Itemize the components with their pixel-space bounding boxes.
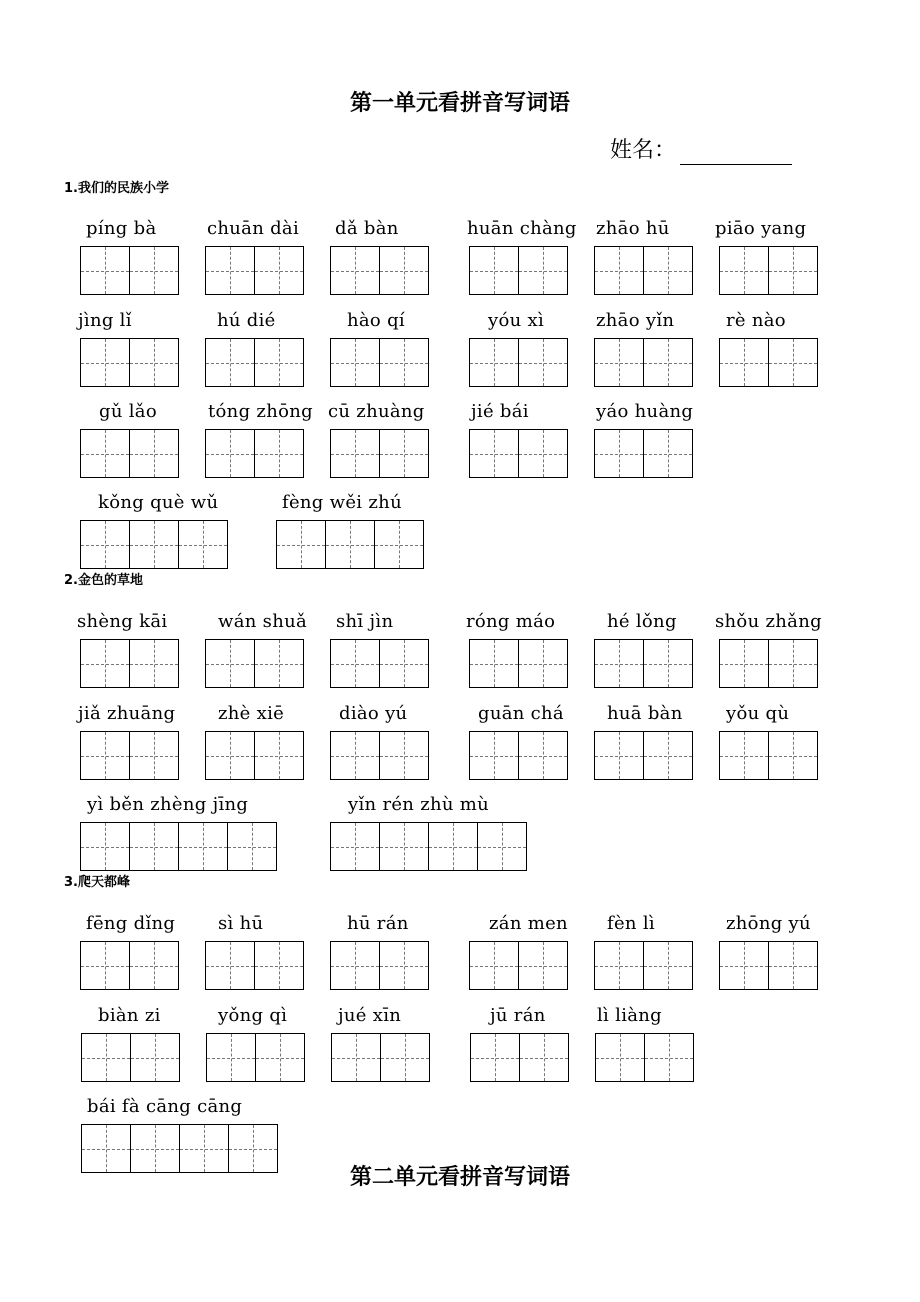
pinyin-label: bái fà cāng cāng (87, 1096, 243, 1117)
tianzige-box[interactable] (380, 1033, 430, 1082)
tianzige-box[interactable] (379, 731, 429, 780)
pinyin-label: jué xīn (338, 1005, 402, 1026)
pinyin-label: huā bàn (607, 703, 683, 724)
writing-grid (719, 246, 818, 295)
writing-grid (469, 338, 568, 387)
tianzige-box[interactable] (330, 429, 380, 478)
tianzige-box[interactable] (205, 941, 255, 990)
tianzige-box[interactable] (379, 639, 429, 688)
tianzige-box[interactable] (374, 520, 424, 569)
tianzige-box[interactable] (325, 520, 375, 569)
tianzige-box[interactable] (643, 246, 693, 295)
writing-grid (205, 731, 304, 780)
name-label: 姓名： (610, 138, 677, 163)
tianzige-box[interactable] (379, 941, 429, 990)
writing-grid (719, 731, 818, 780)
writing-grid (594, 429, 693, 478)
tianzige-box[interactable] (470, 1033, 520, 1082)
tianzige-box[interactable] (768, 338, 818, 387)
pinyin-label: piāo yang (715, 218, 807, 239)
pinyin-label: huān chàng (467, 218, 577, 239)
tianzige-box[interactable] (129, 941, 179, 990)
tianzige-box[interactable] (330, 822, 380, 871)
tianzige-box[interactable] (80, 429, 130, 478)
pinyin-label: fèng wěi zhú (282, 492, 402, 513)
tianzige-box[interactable] (129, 639, 179, 688)
writing-grid (330, 429, 429, 478)
pinyin-label: jū rán (490, 1005, 546, 1026)
tianzige-box[interactable] (276, 520, 326, 569)
pinyin-label: zhè xiē (218, 703, 285, 724)
pinyin-label: hū rán (347, 913, 409, 934)
writing-grid (330, 941, 429, 990)
tianzige-box[interactable] (594, 639, 644, 688)
tianzige-box[interactable] (518, 941, 568, 990)
writing-grid (80, 941, 179, 990)
writing-grid (719, 639, 818, 688)
tianzige-box[interactable] (644, 1033, 694, 1082)
pinyin-label: yǒu qù (726, 703, 790, 724)
tianzige-box[interactable] (129, 520, 179, 569)
tianzige-box[interactable] (518, 731, 568, 780)
pinyin-label: chuān dài (207, 218, 300, 239)
tianzige-box[interactable] (80, 731, 130, 780)
writing-grid (330, 639, 429, 688)
writing-grid (719, 338, 818, 387)
tianzige-box[interactable] (768, 246, 818, 295)
pinyin-label: tóng zhōng (208, 401, 313, 422)
tianzige-box[interactable] (594, 338, 644, 387)
writing-grid (469, 246, 568, 295)
writing-grid (205, 429, 304, 478)
tianzige-box[interactable] (205, 639, 255, 688)
pinyin-label: róng máo (466, 611, 556, 632)
tianzige-box[interactable] (178, 822, 228, 871)
pinyin-label: hào qí (347, 310, 405, 331)
writing-grid (80, 520, 228, 569)
tianzige-box[interactable] (330, 731, 380, 780)
tianzige-box[interactable] (768, 941, 818, 990)
pinyin-label: shī jìn (336, 611, 394, 632)
tianzige-box[interactable] (80, 822, 130, 871)
tianzige-box[interactable] (254, 338, 304, 387)
tianzige-box[interactable] (205, 338, 255, 387)
writing-grid (595, 1033, 694, 1082)
tianzige-box[interactable] (129, 822, 179, 871)
writing-grid (205, 941, 304, 990)
tianzige-box[interactable] (719, 246, 769, 295)
writing-grid (330, 246, 429, 295)
tianzige-box[interactable] (205, 731, 255, 780)
writing-grid (330, 338, 429, 387)
writing-grid (276, 520, 424, 569)
writing-grid (205, 338, 304, 387)
pinyin-label: rè nào (726, 310, 786, 331)
writing-grid (594, 338, 693, 387)
writing-grid (205, 639, 304, 688)
pinyin-label: yì běn zhèng jīng (87, 794, 249, 815)
tianzige-box[interactable] (594, 429, 644, 478)
tianzige-box[interactable] (205, 246, 255, 295)
tianzige-box[interactable] (130, 1033, 180, 1082)
name-field (610, 137, 792, 165)
tianzige-box[interactable] (719, 941, 769, 990)
tianzige-box[interactable] (643, 941, 693, 990)
pinyin-label: zhāo hū (596, 218, 670, 239)
pinyin-label: jiǎ zhuāng (78, 703, 176, 724)
pinyin-label: píng bà (86, 218, 157, 239)
writing-grid (80, 731, 179, 780)
section-title: 3.爬天都峰 (64, 875, 130, 890)
tianzige-box[interactable] (330, 639, 380, 688)
tianzige-box[interactable] (768, 639, 818, 688)
tianzige-box[interactable] (469, 731, 519, 780)
tianzige-box[interactable] (80, 639, 130, 688)
writing-grid (469, 941, 568, 990)
name-blank-line[interactable] (680, 140, 792, 165)
tianzige-box[interactable] (643, 429, 693, 478)
tianzige-box[interactable] (330, 941, 380, 990)
pinyin-label: gǔ lǎo (99, 401, 157, 422)
pinyin-label: kǒng què wǔ (98, 492, 219, 513)
section-title: 1.我们的民族小学 (64, 181, 169, 196)
tianzige-box[interactable] (719, 731, 769, 780)
pinyin-label: zhāo yǐn (596, 310, 675, 331)
writing-grid (469, 429, 568, 478)
pinyin-label: diào yú (339, 703, 408, 724)
writing-grid (330, 822, 527, 871)
tianzige-box[interactable] (719, 338, 769, 387)
pinyin-label: dǎ bàn (335, 218, 399, 239)
pinyin-label: guān chá (478, 703, 564, 724)
pinyin-label: zhōng yú (726, 913, 811, 934)
writing-grid (80, 338, 179, 387)
pinyin-label: jié bái (471, 401, 529, 422)
writing-grid (330, 731, 429, 780)
pinyin-label: sì hū (218, 913, 264, 934)
writing-grid (81, 1033, 180, 1082)
tianzige-box[interactable] (518, 246, 568, 295)
tianzige-box[interactable] (594, 731, 644, 780)
tianzige-box[interactable] (129, 338, 179, 387)
pinyin-label: fēng dǐng (86, 913, 176, 934)
writing-grid (80, 822, 277, 871)
tianzige-box[interactable] (254, 731, 304, 780)
tianzige-box[interactable] (379, 246, 429, 295)
writing-grid (469, 731, 568, 780)
writing-grid (470, 1033, 569, 1082)
tianzige-box[interactable] (80, 338, 130, 387)
section-title: 2.金色的草地 (64, 573, 143, 588)
tianzige-box[interactable] (594, 246, 644, 295)
tianzige-box[interactable] (643, 731, 693, 780)
tianzige-box[interactable] (129, 429, 179, 478)
tianzige-box[interactable] (643, 338, 693, 387)
pinyin-label: cū zhuàng (328, 401, 425, 422)
tianzige-box[interactable] (227, 822, 277, 871)
tianzige-box[interactable] (469, 639, 519, 688)
writing-grid (331, 1033, 430, 1082)
unit2-title: 第二单元看拼音写词语 (349, 1165, 570, 1190)
writing-grid (80, 639, 179, 688)
tianzige-box[interactable] (595, 1033, 645, 1082)
writing-grid (80, 429, 179, 478)
writing-grid (205, 246, 304, 295)
tianzige-box[interactable] (379, 822, 429, 871)
pinyin-label: biàn zi (98, 1005, 161, 1026)
tianzige-box[interactable] (719, 639, 769, 688)
tianzige-box[interactable] (129, 731, 179, 780)
tianzige-box[interactable] (379, 429, 429, 478)
tianzige-box[interactable] (519, 1033, 569, 1082)
tianzige-box[interactable] (254, 639, 304, 688)
tianzige-box[interactable] (206, 1033, 256, 1082)
tianzige-box[interactable] (255, 1033, 305, 1082)
pinyin-label: zán men (489, 913, 568, 934)
tianzige-box[interactable] (643, 639, 693, 688)
pinyin-label: yáo huàng (596, 401, 694, 422)
tianzige-box[interactable] (254, 429, 304, 478)
tianzige-box[interactable] (518, 639, 568, 688)
writing-grid (594, 639, 693, 688)
tianzige-box[interactable] (518, 338, 568, 387)
pinyin-label: yóu xì (488, 310, 545, 331)
writing-grid (80, 246, 179, 295)
writing-grid (594, 246, 693, 295)
pinyin-label: shǒu zhǎng (715, 611, 822, 632)
writing-grid (594, 941, 693, 990)
pinyin-label: shèng kāi (77, 611, 168, 632)
pinyin-label: yǒng qì (218, 1005, 288, 1026)
tianzige-box[interactable] (469, 941, 519, 990)
tianzige-box[interactable] (477, 822, 527, 871)
pinyin-label: yǐn rén zhù mù (348, 794, 490, 815)
tianzige-box[interactable] (330, 338, 380, 387)
tianzige-box[interactable] (80, 941, 130, 990)
tianzige-box[interactable] (80, 520, 130, 569)
pinyin-label: hé lǒng (607, 611, 677, 632)
writing-grid (594, 731, 693, 780)
tianzige-box[interactable] (178, 520, 228, 569)
pinyin-label: wán shuǎ (218, 611, 308, 632)
tianzige-box[interactable] (518, 429, 568, 478)
pinyin-label: fèn lì (607, 913, 655, 934)
pinyin-label: hú dié (217, 310, 276, 331)
tianzige-box[interactable] (129, 246, 179, 295)
writing-grid (719, 941, 818, 990)
tianzige-box[interactable] (469, 338, 519, 387)
tianzige-box[interactable] (331, 1033, 381, 1082)
tianzige-box[interactable] (594, 941, 644, 990)
writing-grid (206, 1033, 305, 1082)
writing-grid (469, 639, 568, 688)
pinyin-label: lì liàng (597, 1005, 662, 1026)
tianzige-box[interactable] (254, 246, 304, 295)
tianzige-box[interactable] (768, 731, 818, 780)
tianzige-box[interactable] (379, 338, 429, 387)
tianzige-box[interactable] (205, 429, 255, 478)
tianzige-box[interactable] (469, 429, 519, 478)
tianzige-box[interactable] (428, 822, 478, 871)
tianzige-box[interactable] (81, 1033, 131, 1082)
tianzige-box[interactable] (254, 941, 304, 990)
unit1-title: 第一单元看拼音写词语 (349, 91, 570, 116)
tianzige-box[interactable] (469, 246, 519, 295)
tianzige-box[interactable] (80, 246, 130, 295)
pinyin-label: jìng lǐ (78, 310, 132, 331)
tianzige-box[interactable] (330, 246, 380, 295)
